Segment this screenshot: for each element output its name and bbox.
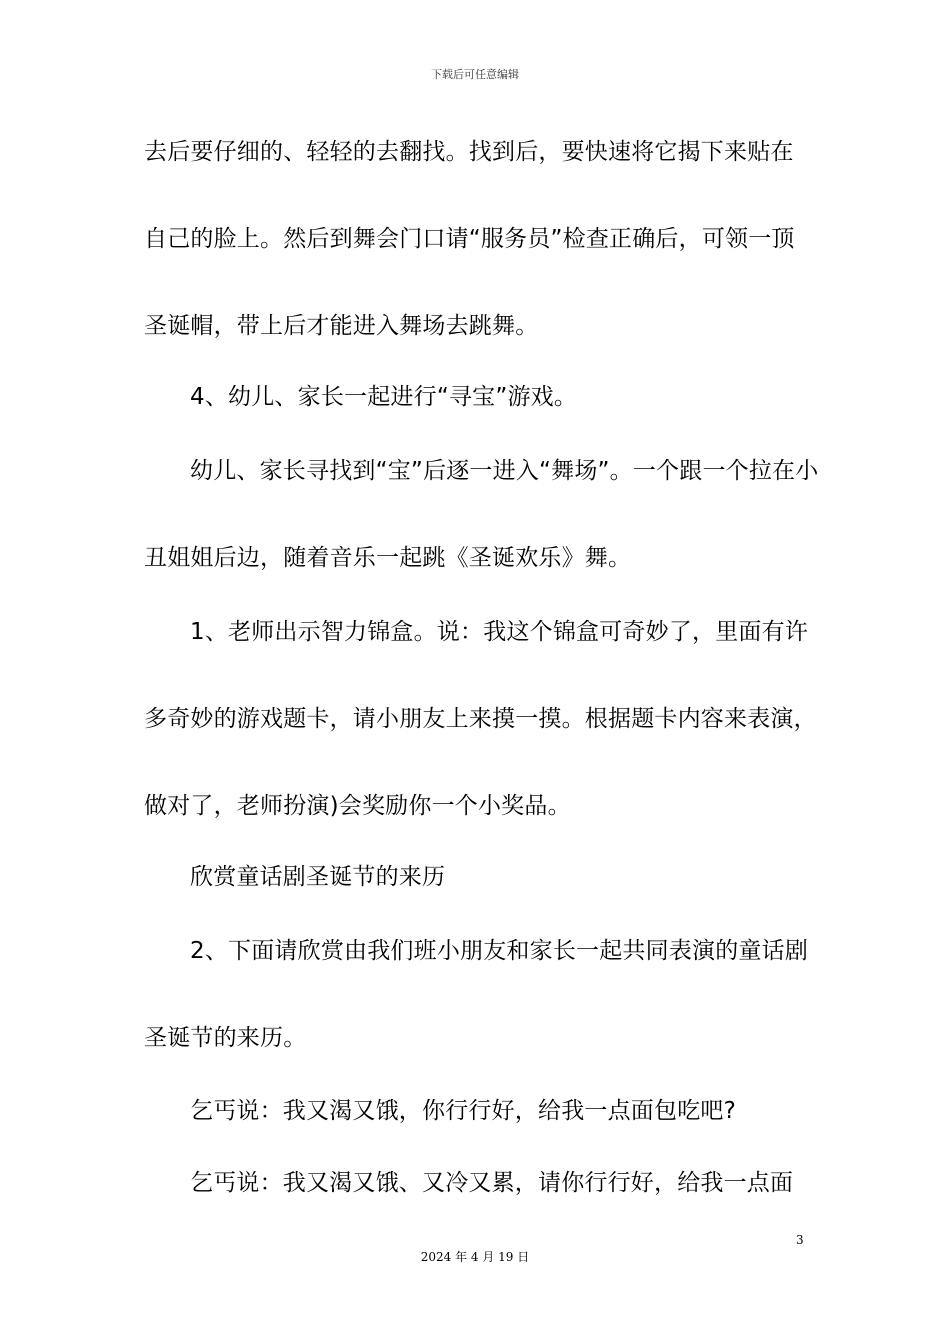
body-line: 圣诞节的来历。 [144, 1025, 307, 1051]
body-line: 幼儿、家长寻找到“宝”后逐一进入“舞场”。一个跟一个拉在小 [190, 458, 819, 484]
body-line: 丑姐姐后边，随着音乐一起跳《圣诞欢乐》舞。 [144, 545, 632, 571]
body-line: 1、老师出示智力锦盒。说：我这个锦盒可奇妙了，里面有许 [190, 619, 809, 645]
body-line: 圣诞帽，带上后才能进入舞场去跳舞。 [144, 313, 539, 339]
body-line: 乞丐说：我又渴又饿，你行行好，给我一点面包吃吧? [190, 1098, 737, 1124]
body-line: 4、幼儿、家长一起进行“寻宝”游戏。 [190, 384, 578, 410]
body-line: 去后要仔细的、轻轻的去翻找。找到后，要快速将它揭下来贴在 [144, 139, 794, 165]
body-line: 多奇妙的游戏题卡，请小朋友上来摸一摸。根据题卡内容来表演， [144, 706, 817, 732]
body-line: 欣赏童话剧圣诞节的来历 [190, 864, 446, 890]
page-header: 下载后可任意编辑 [431, 68, 519, 81]
body-line: 自己的脸上。然后到舞会门口请“服务员”检查正确后，可领一顶 [144, 226, 795, 252]
page-number: 3 [796, 1233, 804, 1247]
body-line: 做对了，老师扮演)会奖励你一个小奖品。 [144, 793, 571, 819]
body-line: 2、下面请欣赏由我们班小朋友和家长一起共同表演的童话剧 [190, 938, 809, 964]
body-line: 乞丐说：我又渴又饿、又冷又累，请你行行好，给我一点面 [190, 1170, 794, 1196]
page-date: 2024 年 4 月 19 日 [420, 1250, 530, 1264]
